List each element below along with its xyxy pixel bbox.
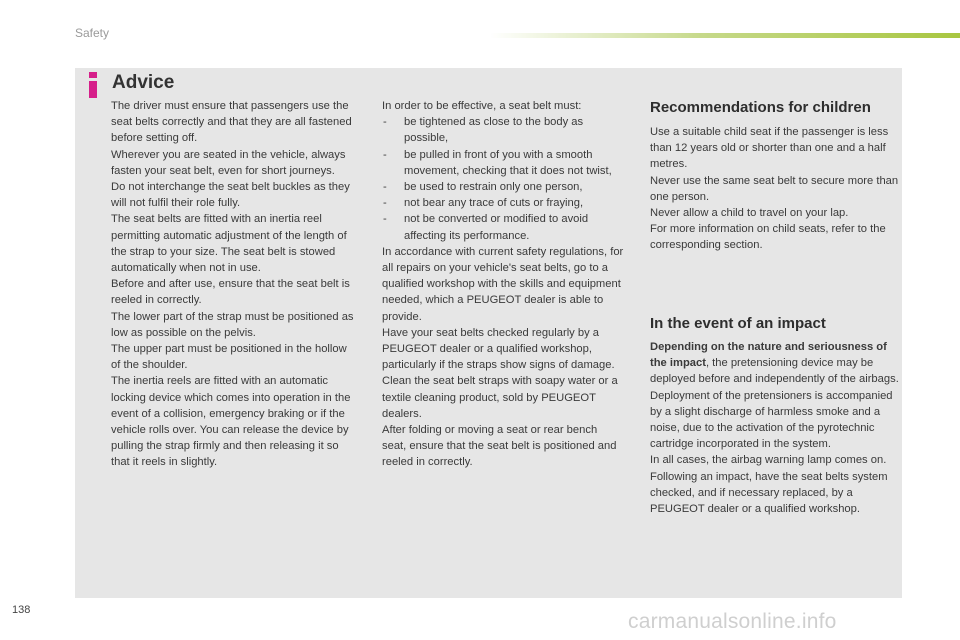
list-item: - not bear any trace of cuts or fraying, (382, 195, 624, 211)
children-paragraph: Use a suitable child seat if the passenger is less than 12 years old or shorter than one and a half metres. (650, 126, 889, 171)
advice-paragraph: In accordance with current safety regulations, for all repairs on your vehicle's seat belts, go to a qualified workshop with the skills and equipment needed, which a PEUGEOT dealer is able to provide. (382, 245, 624, 323)
impact-section (650, 339, 900, 517)
impact-lead (650, 339, 900, 388)
header-accent-bar (490, 33, 960, 38)
advice-paragraph: The seat belts are fitted with an inertia reel permitting automatic adjustment of the length of the strap to your size. The seat belt is stowed automatically when not in use. (111, 213, 347, 275)
impact-heading: In the event of an impact (650, 315, 826, 332)
advice-paragraph: Have your seat belts checked regularly by a PEUGEOT dealer or a qualified workshop, particularly if the straps show signs of damage. (382, 326, 615, 372)
advice-paragraph: Before and after use, ensure that the seat belt is reeled in correctly. (111, 278, 350, 307)
seat-belt-requirements-list (382, 114, 624, 244)
seat-belt-intro: In order to be effective, a seat belt must: (382, 100, 582, 112)
children-paragraph: Never allow a child to travel on your lap. (650, 207, 849, 220)
list-item: - not be converted or modified to avoid affecting its performance. (382, 211, 624, 243)
advice-paragraph: Wherever you are seated in the vehicle, always fasten your seat belt, even for short journeys. (111, 148, 346, 177)
children-paragraph: For more information on child seats, refer to the corresponding section. (650, 223, 886, 252)
list-item: - be tightened as close to the body as possible, (382, 114, 624, 146)
advice-column-1 (111, 98, 357, 471)
section-label: Safety (75, 26, 110, 40)
advice-paragraph: Clean the seat belt straps with soapy water or a textile cleaning product, sold by PEUGEOT dealers. (382, 375, 618, 420)
advice-paragraph: After folding or moving a seat or rear bench seat, ensure that the seat belt is positioned and reeled in correctly. (382, 424, 617, 469)
advice-title: Advice (112, 72, 175, 93)
list-item: - be pulled in front of you with a smooth movement, checking that it does not twist, (382, 147, 624, 179)
advice-paragraph: The upper part must be positioned in the hollow of the shoulder. (111, 343, 347, 372)
impact-lead-rest: , the pretensioning device may be deployed before and independently of the airbags. (650, 357, 899, 386)
impact-lead-bold: Depending on the nature and seriousness of the impact (650, 341, 887, 370)
list-item: - be used to restrain only one person, (382, 179, 624, 195)
children-paragraph: Never use the same seat belt to secure more than one person. (650, 174, 899, 203)
impact-paragraph: Deployment of the pretensioners is accompanied by a slight discharge of harmless smoke and a noise, due to the activation of the pyrotechnic cartridge incorporated in the system. (650, 389, 893, 451)
advice-column-2 (382, 98, 624, 471)
advice-paragraph: The lower part of the strap must be positioned as low as possible on the pelvis. (111, 310, 354, 339)
impact-paragraph: Following an impact, have the seat belts system checked, and if necessary replaced, by a PEUGEOT dealer or a qualified workshop. (650, 470, 888, 516)
advice-paragraph: The inertia reels are fitted with an automatic locking device which comes into operation in the event of a collision, emergency braking or if the vehicle rolls over. You can release the device by pulling the strap firmly and then releasing it so that it reels in slightly. (111, 375, 351, 469)
children-recommendations (650, 124, 900, 254)
advice-paragraph: Do not interchange the seat belt buckles as they will not fulfil their role fully. (111, 181, 350, 210)
page-number: 138 (12, 604, 31, 616)
children-heading: Recommendations for children (650, 99, 871, 116)
info-icon (86, 72, 100, 98)
advice-paragraph: The driver must ensure that passengers use the seat belts correctly and that they are all fastened before setting off. (111, 100, 352, 145)
impact-paragraph: In all cases, the airbag warning lamp comes on. (650, 454, 887, 467)
watermark: carmanualsonline.info (628, 610, 837, 633)
